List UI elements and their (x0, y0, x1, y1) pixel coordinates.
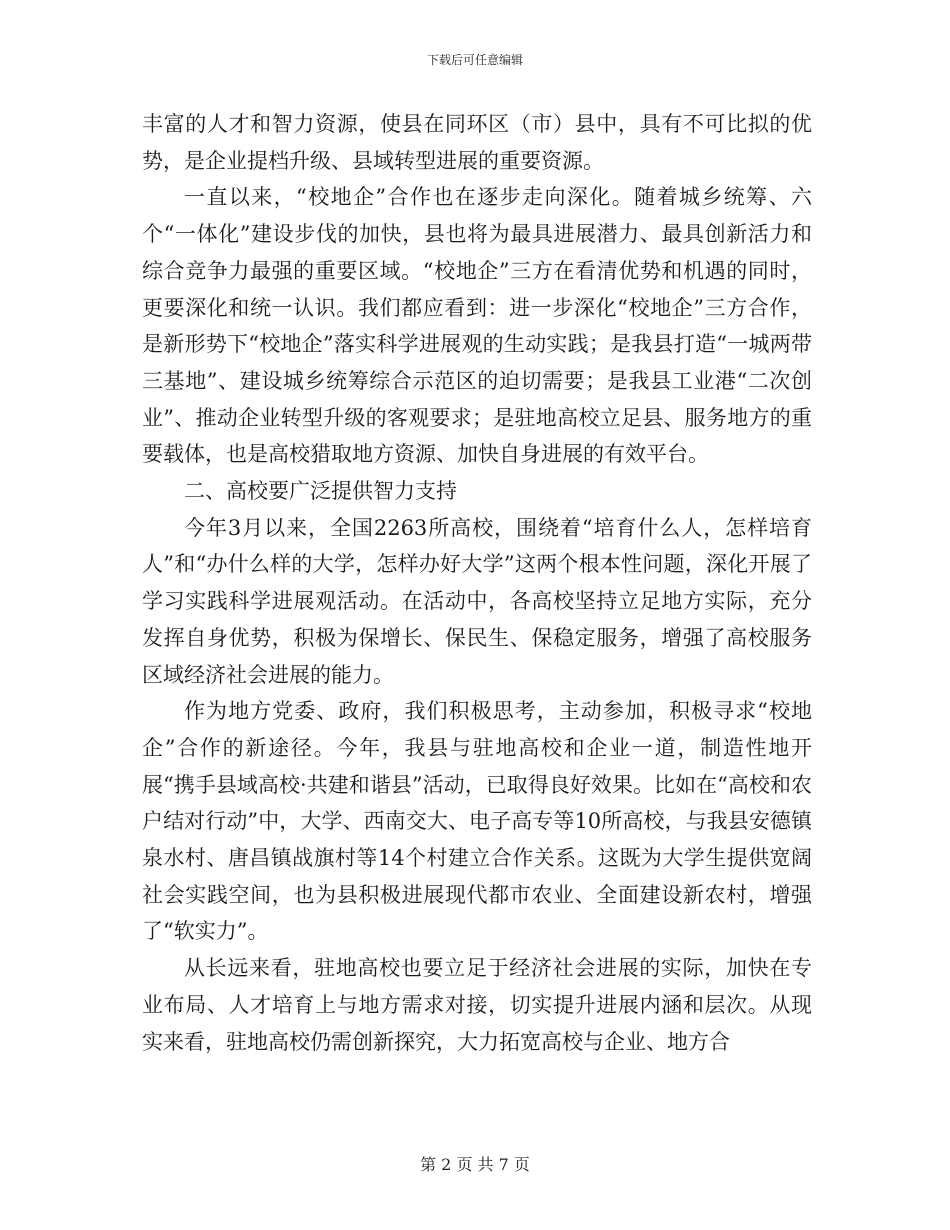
paragraph-1: 丰富的人才和智力资源，使县在同环区（市）县中，具有不可比拟的优势，是企业提档升级、县域转型进展的重要资源。 (142, 112, 812, 173)
paragraph-2: 一直以来，“校地企”合作也在逐步走向深化。随着城乡统筹、六个“一体化”建设步伐的加快，县也将为最具进展潜力、最具创新活力和综合竞争力最强的重要区域。“校地企”三方在看清优势和机遇的同时，更要深化和统一认识。我们都应看到：进一步深化“校地企”三方合作，是新形势下“校地企”落实科学进展观的生动实践；是我县打造“一城两带三基地”、建设城乡统筹综合示范区的迫切需要；是我县工业港“二次创业”、推动企业转型升级的客观要求；是驻地高校立足县、服务地方的重要载体，也是高校猎取地方资源、加快自身进展的有效平台。 (142, 185, 812, 467)
paragraph-5: 从长远来看，驻地高校也要立足于经济社会进展的实际，加快在专业布局、人才培育上与地方需求对接，切实提升进展内涵和层次。从现实来看，驻地高校仍需创新探究，大力拓宽高校与企业、地方合 (142, 956, 812, 1054)
page-header: 下载后可任意编辑 (426, 53, 523, 67)
page-footer: 第 2 页 共 7 页 (420, 1155, 530, 1174)
section-heading: 二、高校要广泛提供智力支持 (184, 479, 457, 504)
paragraph-4: 作为地方党委、政府，我们积极思考，主动参加，积极寻求“校地企”合作的新途径。今年，我县与驻地高校和企业一道，制造性地开展“携手县域高校·共建和谐县”活动，已取得良好效果。比如在“高校和农户结对行动”中，大学、西南交大、电子高专等10所高校，与我县安德镇泉水村、唐昌镇战旗村等14个村建立合作关系。这既为大学生提供宽阔社会实践空间，也为县积极进展现代都市农业、全面建设新农村，增强了“软实力”。 (142, 699, 812, 944)
paragraph-3: 今年3月以来，全国2263所高校，围绕着“培育什么人，怎样培育人”和“办什么样的大学，怎样办好大学”这两个根本性问题，深化开展了学习实践科学进展观活动。在活动中，各高校坚持立足地方实际，充分发挥自身优势，积极为保增长、保民生、保稳定服务，增强了高校服务区域经济社会进展的能力。 (142, 515, 812, 687)
document-body (142, 106, 812, 1060)
